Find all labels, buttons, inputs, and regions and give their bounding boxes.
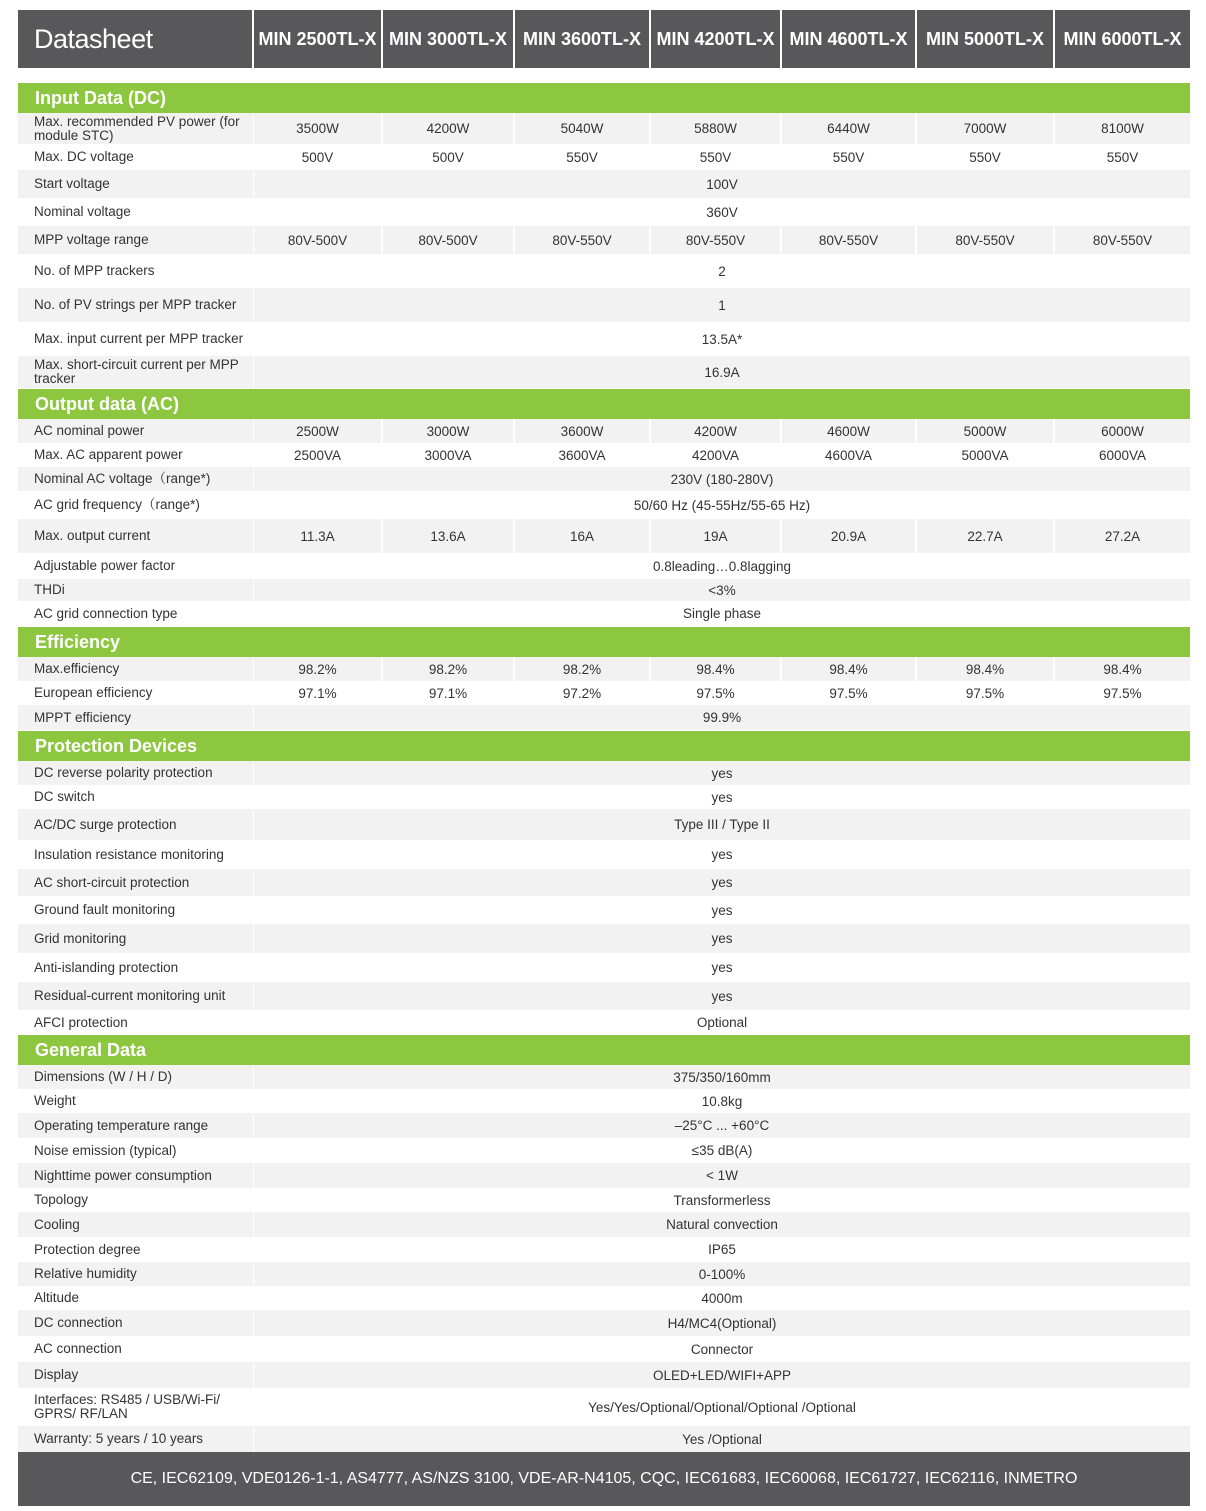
spec-value: 80V-550V (1092, 232, 1153, 248)
spec-value: 5000W (917, 419, 1055, 443)
spec-row (18, 785, 1190, 809)
spec-value: 16A (515, 519, 651, 553)
certifications-text: CE, IEC62109, VDE0126-1-1, AS4777, AS/NZS 3100, VDE-AR-N4105, CQC, IEC61683, IEC60068, IEC61727, IEC62116, INMETRO (130, 1470, 1078, 1487)
spec-value: 0.8leading…0.8lagging (652, 558, 792, 574)
spec-value: 97.2% (515, 681, 651, 705)
spec-value: 97.5% (782, 681, 917, 705)
spec-value: 97.5% (1103, 685, 1142, 701)
spec-value: 6440W (782, 113, 917, 144)
spec-value: 13.6A (383, 519, 515, 553)
spec-value: 80V-550V (515, 226, 651, 254)
spec-value: Connector (690, 1341, 754, 1357)
section-title: Output data (AC) (35, 393, 179, 414)
spec-row (18, 1089, 1190, 1113)
spec-label: Noise emission (typical) (18, 1138, 254, 1163)
spec-value: 500V (383, 144, 515, 170)
spec-row (18, 1138, 1190, 1163)
section-input (18, 83, 1190, 113)
spec-label: Anti-islanding protection (18, 953, 254, 982)
spec-row (18, 322, 1190, 356)
spec-value: 97.1% (254, 681, 383, 705)
spec-value: 98.2% (254, 657, 383, 681)
spec-value: yes (711, 765, 733, 781)
spec-value: 80V-550V (651, 226, 782, 254)
spec-label: AC/DC surge protection (18, 809, 254, 840)
spec-label: AC connection (18, 1336, 254, 1362)
spec-value: 99.9% (702, 710, 742, 725)
datasheet-header (18, 10, 1190, 68)
spec-value: 230V (180-280V) (670, 471, 774, 487)
spec-value: yes (711, 931, 733, 946)
spec-value: 80V-550V (917, 226, 1055, 254)
spec-value: 19A (651, 519, 782, 553)
spec-value: 3000W (383, 419, 515, 443)
model-header: MIN 3600TL-X (515, 10, 651, 68)
spec-label: Warranty: 5 years / 10 years (18, 1426, 254, 1452)
spec-row (18, 1336, 1190, 1362)
spec-value: 2500W (254, 419, 383, 443)
spec-row (18, 1113, 1190, 1138)
spec-label: DC reverse polarity protection (18, 761, 254, 785)
spec-label: Operating temperature range (18, 1113, 254, 1138)
spec-label: Max. recommended PV power (for module STC) (18, 113, 254, 144)
spec-value: 4200VA (651, 443, 782, 467)
spec-label: Grid monitoring (18, 924, 254, 953)
spec-row (18, 553, 1190, 579)
spec-value: 98.4% (651, 657, 782, 681)
spec-value: H4/MC4(Optional) (667, 1315, 777, 1331)
model-header: MIN 4200TL-X (651, 10, 782, 68)
spec-value: 550V (651, 144, 782, 170)
spec-value: 100V (706, 176, 738, 192)
spec-value: 4600W (782, 419, 917, 443)
spec-row (18, 288, 1190, 322)
spec-row (18, 1010, 1190, 1035)
spec-row (18, 1388, 1190, 1426)
spec-value: Transformerless (673, 1192, 771, 1208)
spec-row (18, 809, 1190, 840)
spec-value: 375/350/160mm (673, 1069, 771, 1085)
spec-row (18, 113, 1190, 144)
spec-row (18, 1237, 1190, 1262)
spec-label: Ground fault monitoring (18, 896, 254, 924)
spec-value: Optional (696, 1015, 748, 1030)
spec-value: 80V-500V (254, 226, 383, 254)
spec-label: Start voltage (18, 170, 254, 198)
spec-value: 550V (782, 144, 917, 170)
spec-label: DC connection (18, 1310, 254, 1336)
spec-label: Topology (18, 1188, 254, 1212)
spec-row (18, 226, 1190, 254)
spec-value: 97.5% (651, 681, 782, 705)
spec-row (18, 1188, 1190, 1212)
spec-value: 22.7A (917, 519, 1055, 553)
spec-value: 4200W (383, 113, 515, 144)
spec-value: < 1W (706, 1168, 738, 1183)
spec-row (18, 419, 1190, 443)
spec-row (18, 198, 1190, 226)
spec-value: 3600W (515, 419, 651, 443)
spec-value: 4600VA (782, 443, 917, 467)
spec-label: Max. input current per MPP tracker (18, 322, 254, 356)
spec-value: 27.2A (1104, 528, 1141, 544)
spec-row (18, 982, 1190, 1010)
spec-row (18, 491, 1190, 519)
spec-row (18, 657, 1190, 681)
spec-row (18, 1262, 1190, 1286)
spec-label: Max. short-circuit current per MPP tracker (18, 356, 254, 388)
spec-row (18, 1286, 1190, 1310)
model-header: MIN 6000TL-X (1055, 10, 1190, 68)
spec-value: yes (711, 960, 733, 975)
spec-value: 3000VA (383, 443, 515, 467)
spec-value: 98.2% (515, 657, 651, 681)
spec-row (18, 1065, 1190, 1089)
spec-row (18, 519, 1190, 553)
spec-label: MPP voltage range (18, 226, 254, 254)
spec-row (18, 356, 1190, 388)
spec-row (18, 869, 1190, 896)
spec-value: Single phase (682, 606, 762, 621)
section-title: Efficiency (35, 631, 121, 652)
spec-label: MPPT efficiency (18, 705, 254, 730)
certifications-bar (18, 1452, 1190, 1506)
spec-value: 2500VA (254, 443, 383, 467)
spec-row (18, 144, 1190, 170)
spec-value: 20.9A (782, 519, 917, 553)
spec-row (18, 1163, 1190, 1188)
spec-label: European efficiency (18, 681, 254, 705)
spec-row (18, 681, 1190, 705)
spec-row (18, 443, 1190, 467)
spec-value: <3% (708, 582, 736, 598)
section-general (18, 1035, 1190, 1065)
spec-value: 4000m (701, 1290, 743, 1306)
spec-row (18, 1362, 1190, 1388)
spec-label: Cooling (18, 1212, 254, 1237)
spec-row (18, 705, 1190, 730)
spec-label: AFCI protection (18, 1010, 254, 1035)
spec-label: Insulation resistance monitoring (18, 840, 254, 869)
spec-label: Dimensions (W / H / D) (18, 1065, 254, 1089)
spec-value: 13.5A* (701, 331, 743, 347)
spec-value: 0-100% (698, 1266, 746, 1282)
spec-row (18, 601, 1190, 626)
spec-value: 16.9A (704, 364, 740, 380)
spec-value: 98.4% (1103, 661, 1142, 677)
spec-value: 5000VA (917, 443, 1055, 467)
spec-value: 550V (917, 144, 1055, 170)
spec-label: Max.efficiency (18, 657, 254, 681)
spec-value: 3600VA (515, 443, 651, 467)
spec-label: THDi (18, 579, 254, 601)
model-header: MIN 5000TL-X (917, 10, 1055, 68)
spec-label: Display (18, 1362, 254, 1388)
spec-value: ≤35 dB(A) (691, 1143, 753, 1158)
spec-label: Altitude (18, 1286, 254, 1310)
spec-value: 80V-500V (383, 226, 515, 254)
spec-label: Residual-current monitoring unit (18, 982, 254, 1010)
spec-value: 1 (718, 297, 726, 313)
spec-value: 97.1% (383, 681, 515, 705)
spec-row (18, 170, 1190, 198)
spec-label: DC switch (18, 785, 254, 809)
model-header: MIN 4600TL-X (782, 10, 917, 68)
spec-row (18, 896, 1190, 924)
spec-value: 10.8kg (701, 1093, 743, 1109)
spec-value: OLED+LED/WIFI+APP (652, 1367, 792, 1383)
spec-value: –25°C ... +60°C (674, 1118, 770, 1133)
spec-value: 5040W (515, 113, 651, 144)
spec-value: 98.4% (782, 657, 917, 681)
spec-value: 11.3A (254, 519, 383, 553)
spec-row (18, 1212, 1190, 1237)
spec-value: 6000W (1101, 423, 1144, 439)
spec-value: 550V (515, 144, 651, 170)
spec-label: Weight (18, 1089, 254, 1113)
spec-label: Max. DC voltage (18, 144, 254, 170)
spec-value: IP65 (708, 1242, 736, 1257)
spec-value: yes (711, 847, 733, 862)
spec-value: 500V (254, 144, 383, 170)
spec-row (18, 467, 1190, 491)
spec-value: Type III / Type II (674, 817, 770, 832)
spec-label: Protection degree (18, 1237, 254, 1262)
spec-value: Natural convection (666, 1217, 778, 1232)
spec-label: No. of MPP trackers (18, 254, 254, 288)
spec-value: yes (711, 789, 733, 805)
spec-value: 5880W (651, 113, 782, 144)
spec-value: 50/60 Hz (45-55Hz/55-65 Hz) (633, 497, 811, 513)
spec-label: Interfaces: RS485 / USB/Wi-Fi/ GPRS/ RF/LAN (18, 1388, 254, 1426)
spec-label: Nighttime power consumption (18, 1163, 254, 1188)
spec-label: AC grid frequency（range*) (18, 491, 254, 519)
spec-value: 98.4% (917, 657, 1055, 681)
spec-value: 360V (706, 204, 738, 220)
spec-row (18, 924, 1190, 953)
spec-row (18, 840, 1190, 869)
spec-value: 3500W (254, 113, 383, 144)
spec-value: Yes /Optional (682, 1431, 762, 1447)
spec-value: 80V-550V (782, 226, 917, 254)
section-output (18, 389, 1190, 419)
spec-label: Max. output current (18, 519, 254, 553)
spec-value: 8100W (1101, 121, 1144, 136)
spec-label: Relative humidity (18, 1262, 254, 1286)
spec-label: AC grid connection type (18, 601, 254, 626)
spec-value: 98.2% (383, 657, 515, 681)
model-header: MIN 3000TL-X (383, 10, 515, 68)
section-title: General Data (35, 1039, 147, 1060)
spec-value: 2 (718, 263, 726, 279)
datasheet-title: Datasheet (18, 10, 254, 68)
spec-value: 4200W (651, 419, 782, 443)
spec-label: AC short-circuit protection (18, 869, 254, 896)
spec-row (18, 579, 1190, 601)
spec-value: 6000VA (1098, 447, 1147, 463)
spec-label: AC nominal power (18, 419, 254, 443)
spec-value: yes (711, 902, 733, 918)
spec-label: Nominal AC voltage（range*) (18, 467, 254, 491)
spec-value: yes (711, 988, 733, 1004)
section-title: Protection Devices (35, 735, 198, 756)
spec-value: 7000W (917, 113, 1055, 144)
spec-label: Max. AC apparent power (18, 443, 254, 467)
spec-value: 97.5% (917, 681, 1055, 705)
section-protection (18, 731, 1190, 761)
spec-row (18, 1426, 1190, 1452)
model-header: MIN 2500TL-X (254, 10, 383, 68)
spec-row (18, 761, 1190, 785)
spec-label: No. of PV strings per MPP tracker (18, 288, 254, 322)
section-efficiency (18, 627, 1190, 657)
spec-label: Nominal voltage (18, 198, 254, 226)
section-title: Input Data (DC) (35, 87, 166, 108)
spec-value: 550V (1106, 149, 1139, 165)
spec-row (18, 254, 1190, 288)
spec-row (18, 1310, 1190, 1336)
spec-value: yes (711, 875, 733, 890)
spec-value: Yes/Yes/Optional/Optional/Optional /Optional (588, 1399, 856, 1415)
spec-row (18, 953, 1190, 982)
spec-label: Adjustable power factor (18, 553, 254, 579)
